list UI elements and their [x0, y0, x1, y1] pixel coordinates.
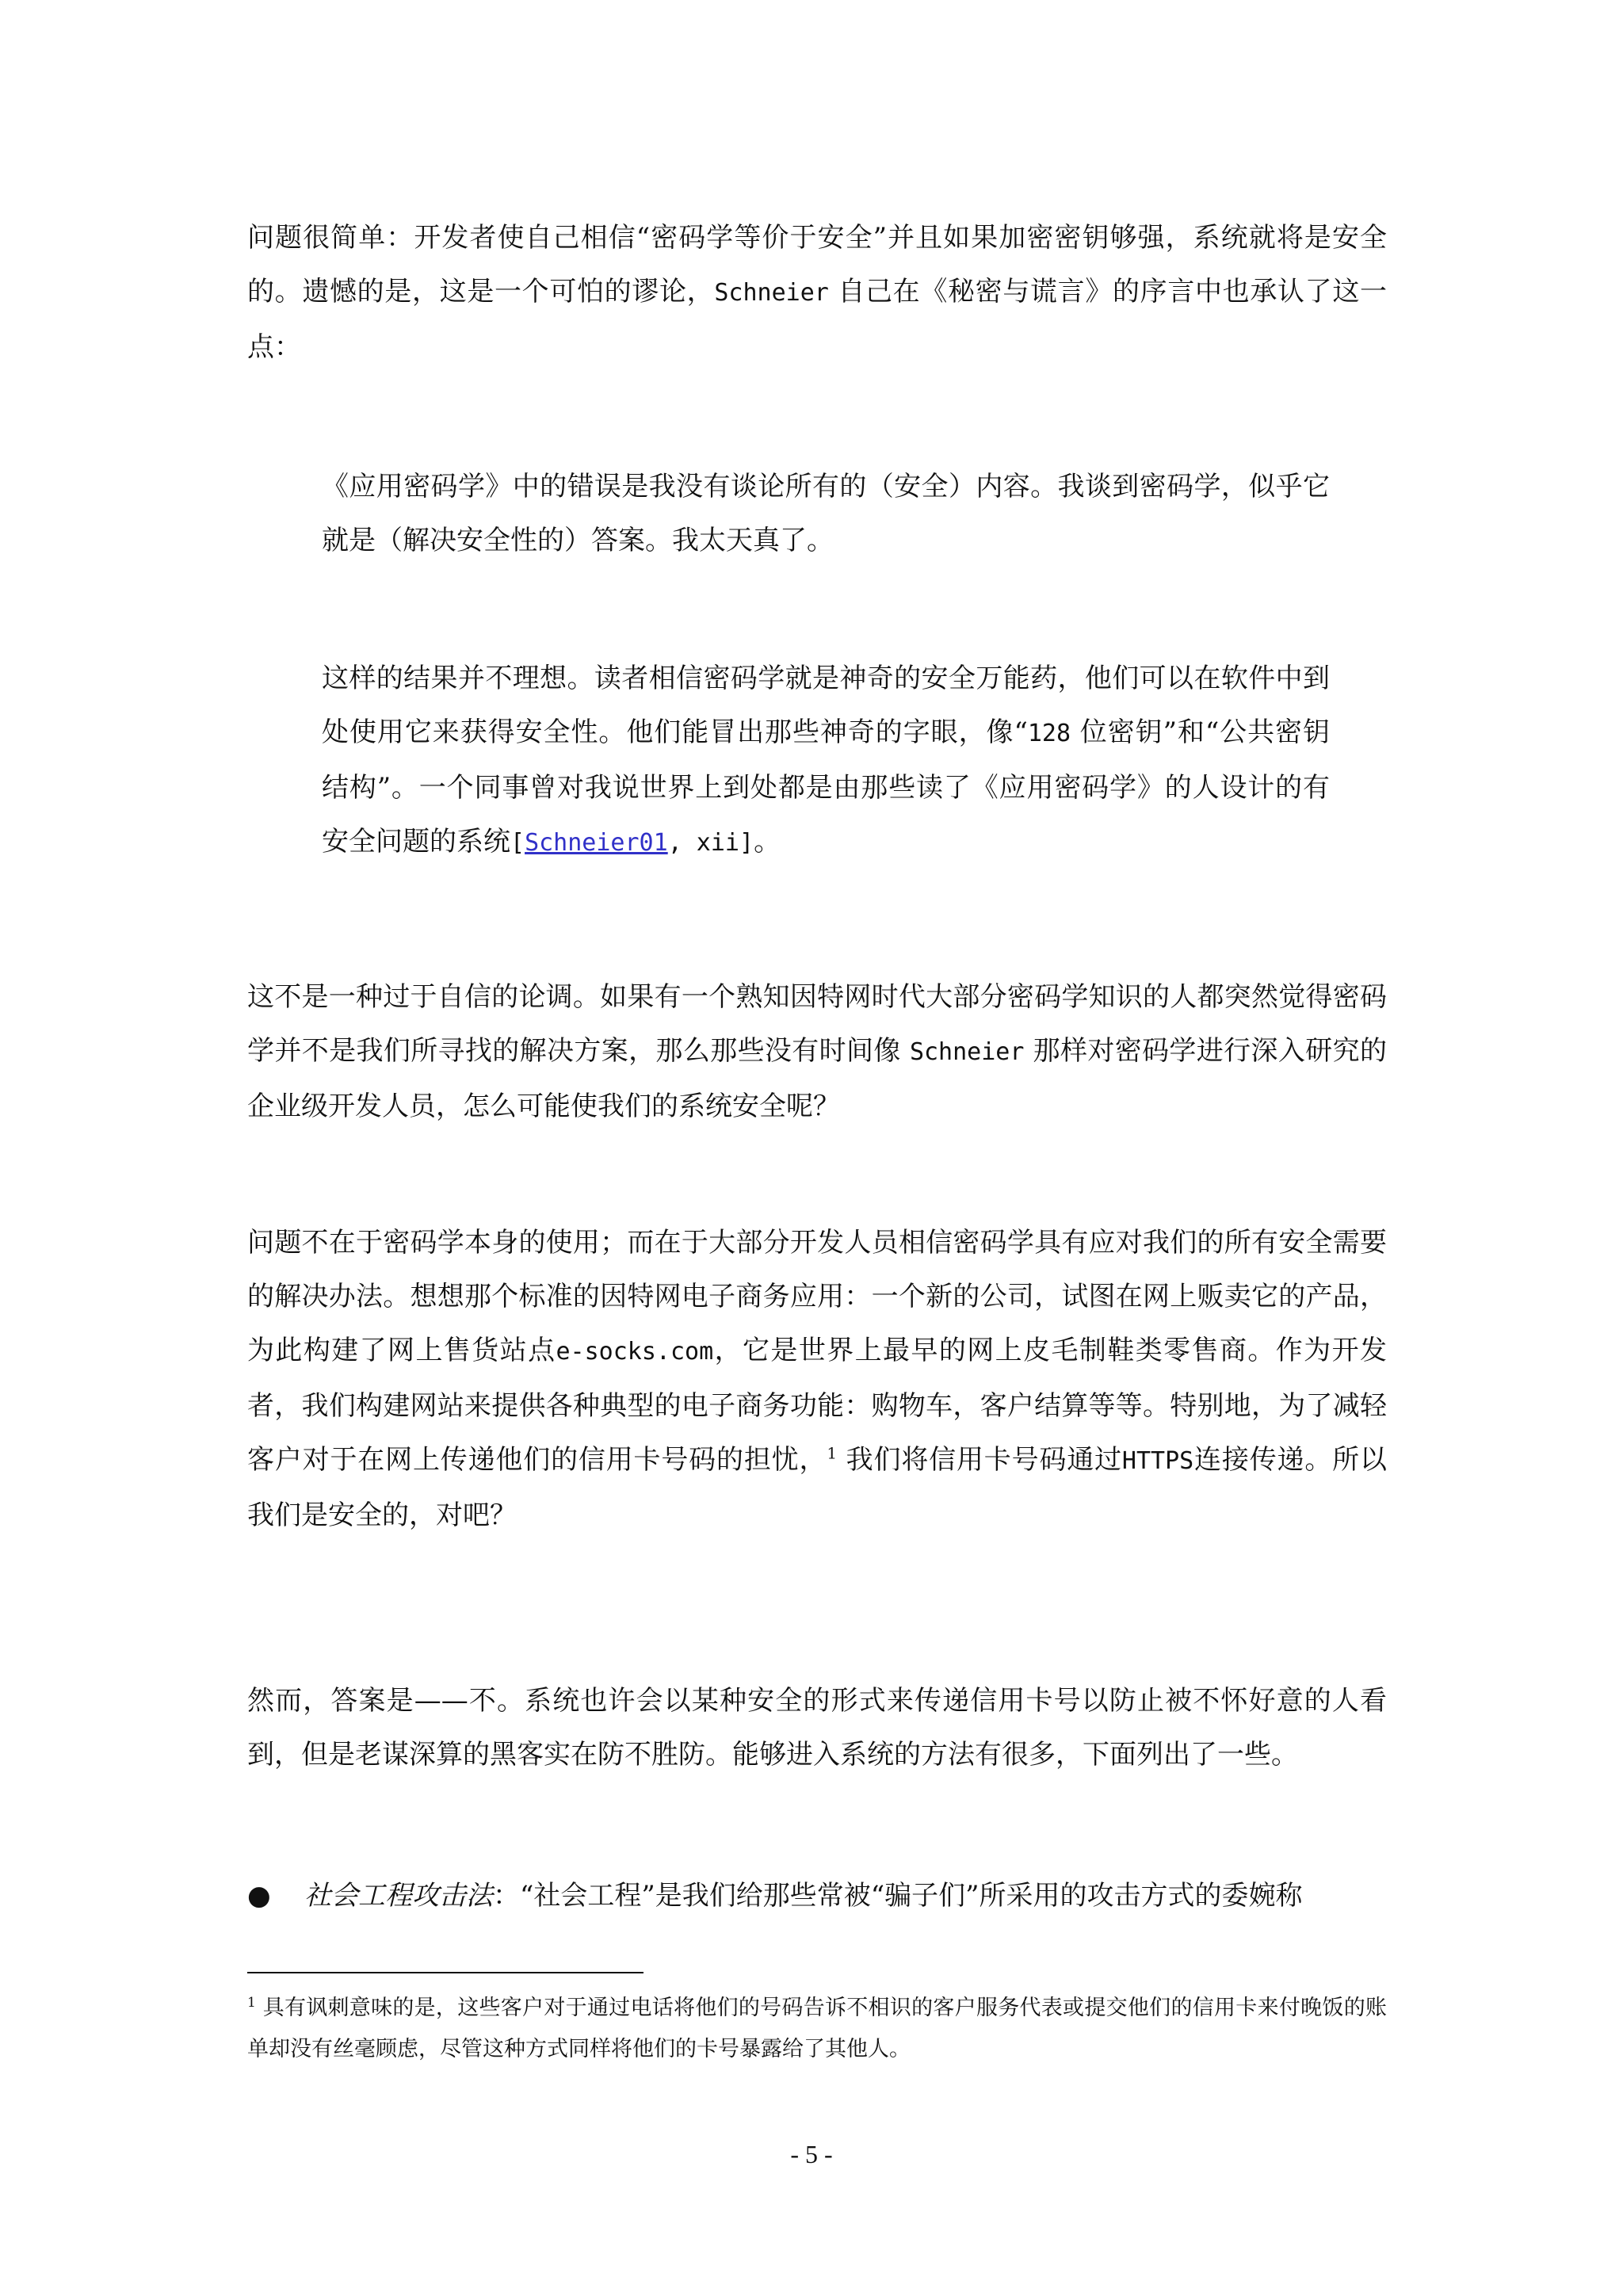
key-size-value: 128 — [1027, 720, 1071, 747]
block-quote-1 — [322, 460, 1330, 567]
paragraph-confidence-text-b: 那样对密码学进行深入研究的企业级开发人员，怎么可能使我们的系统安全呢？ — [247, 1035, 1387, 1122]
block-quote-2-text-c: 。 — [754, 826, 781, 858]
paragraph-answer-text: 然而，答案是——不。系统也许会以某种安全的形式来传递信用卡号以防止被不怀好意的人看到，但是老谋深算的黑客实在防不胜防。能够进入系统的方法有很多，下面列出了一些。 — [247, 1685, 1387, 1771]
paragraph-ecommerce — [247, 1216, 1387, 1542]
citation-page: , xii] — [667, 829, 754, 857]
schneier-name-2: Schneier — [909, 1038, 1025, 1066]
paragraph-answer — [247, 1674, 1387, 1782]
block-quote-2-text-a: 这样的结果并不理想。读者相信密码学就是神奇的安全万能药，他们可以在软件中到处使用它来获得安全性。他们能冒出那些神奇的字眼，像“ — [322, 663, 1330, 748]
paragraph-confidence-text-a: 这不是一种过于自信的论调。如果有一个熟知因特网时代大部分密码学知识的人都突然觉得密码学并不是我们所寻找的解决方案，那么那些没有时间像 — [247, 981, 1387, 1067]
paragraph-ecommerce-text-a: 问题不在于密码学本身的使用；而在于大部分开发人员相信密码学具有应对我们的所有安全需要的解决办法。想想那个标准的因特网电子商务应用：一个新的公司，试图在网上贩卖它的产品，为此构建了网上售货站点 — [247, 1227, 1387, 1366]
bullet-text — [304, 1869, 1387, 1923]
paragraph-intro — [247, 211, 1387, 374]
block-quote-2-text-b: 位密钥”和“公共密钥结构”。一个同事曾对我说世界上到处都是由那些读了《应用密码学》的人设计的有安全问题的系统 — [322, 716, 1330, 858]
citation-link-schneier01[interactable]: Schneier01 — [525, 829, 668, 857]
footnote — [247, 1988, 1387, 2070]
footnote-divider — [247, 1972, 643, 1973]
citation-open-bracket: [ — [510, 829, 525, 857]
paragraph-confidence — [247, 970, 1387, 1133]
bullet-term: 社会工程攻击法 — [304, 1880, 493, 1912]
paragraph-ecommerce-text-b: ，它是世界上最早的网上皮毛制鞋类零售商。作为开发者，我们构建网站来提供各种典型的电子商务功能：购物车，客户结算等等。特别地，为了减轻客户对于在网上传递他们的信用卡号码的担忧， — [247, 1335, 1387, 1476]
paragraph-intro-text-a: 问题很简单：开发者使自己相信“密码学等价于安全”并且如果加密密钥够强，系统就将是安全的。遗憾的是，这是一个可怕的谬论， — [247, 222, 1387, 308]
block-quote-2 — [322, 651, 1330, 870]
schneier-name: Schneier — [714, 279, 829, 307]
bullet-dot-icon: ● — [247, 1880, 271, 1912]
footnote-text: 具有讽刺意味的是，这些客户对于通过电话将他们的号码告诉不相识的客户服务代表或提交他们的信用卡来付晚饭的账单却没有丝毫顾虑，尽管这种方式同样将他们的卡号暴露给了其他人。 — [247, 1996, 1387, 2061]
paragraph-ecommerce-text-d: 连接传递。所以我们是安全的，对吧？ — [247, 1444, 1388, 1531]
footnote-number: 1 — [247, 1995, 256, 2011]
site-domain: e-socks.com — [556, 1338, 714, 1366]
page-number: - 5 - — [790, 2140, 833, 2168]
paragraph-intro-text-b: 自己在《秘密与谎言》的序言中也承认了这一点： — [247, 276, 1387, 363]
protocol-name: HTTPS — [1121, 1447, 1194, 1475]
footnote-reference[interactable]: 1 — [827, 1443, 838, 1463]
paragraph-ecommerce-text-c: 我们将信用卡号码通过 — [837, 1444, 1122, 1476]
block-quote-1-text: 《应用密码学》中的错误是我没有谈论所有的（安全）内容。我谈到密码学，似乎它就是（解决安全性的）答案。我太天真了。 — [322, 471, 1330, 556]
bullet-description: ：“社会工程”是我们给那些常被“骗子们”所采用的攻击方式的委婉称 — [493, 1880, 1303, 1912]
